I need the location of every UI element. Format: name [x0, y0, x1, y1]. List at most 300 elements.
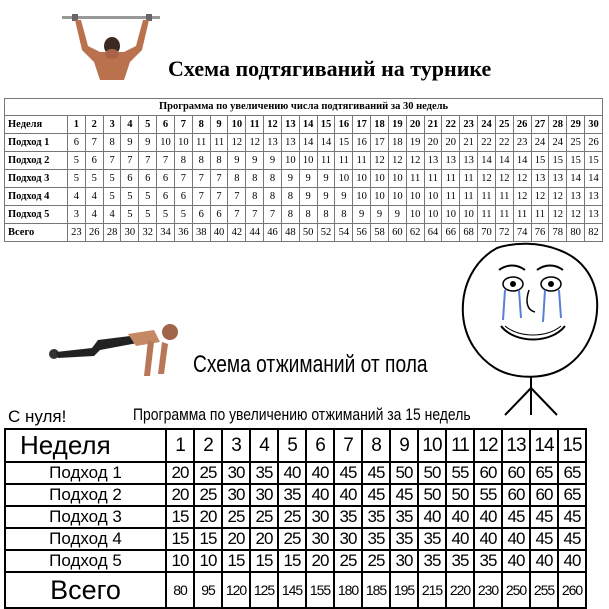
reps-cell: 10 [157, 134, 175, 152]
reps-cell: 11 [531, 206, 549, 224]
reps-cell: 7 [264, 206, 282, 224]
reps-cell: 8 [281, 188, 299, 206]
reps-cell: 8 [299, 206, 317, 224]
week-number: 18 [371, 116, 389, 134]
week-number: 17 [353, 116, 371, 134]
week-number: 1 [68, 116, 86, 134]
reps-cell: 15 [166, 528, 194, 550]
total-cell: 95 [194, 572, 222, 608]
reps-cell: 7 [121, 152, 139, 170]
reps-cell: 9 [388, 206, 406, 224]
reps-cell: 50 [418, 484, 446, 506]
reps-cell: 60 [530, 484, 558, 506]
reps-cell: 30 [222, 462, 250, 484]
week-number: 6 [306, 429, 334, 462]
total-cell: 46 [264, 224, 282, 242]
reps-cell: 20 [222, 528, 250, 550]
reps-cell: 10 [194, 550, 222, 572]
reps-cell: 40 [306, 462, 334, 484]
reps-cell: 10 [442, 206, 460, 224]
reps-cell: 8 [246, 170, 264, 188]
reps-cell: 30 [306, 528, 334, 550]
reps-cell: 5 [139, 206, 157, 224]
reps-cell: 8 [192, 152, 210, 170]
week-number: 5 [139, 116, 157, 134]
set-label: Подход 3 [5, 170, 68, 188]
reps-cell: 40 [278, 462, 306, 484]
reps-cell: 45 [390, 484, 418, 506]
week-number: 15 [558, 429, 586, 462]
reps-cell: 13 [442, 152, 460, 170]
total-cell: 220 [446, 572, 474, 608]
total-cell: 60 [388, 224, 406, 242]
reps-cell: 5 [121, 206, 139, 224]
reps-cell: 4 [85, 188, 103, 206]
week-number: 8 [362, 429, 390, 462]
reps-cell: 10 [424, 206, 442, 224]
set-label: Подход 3 [5, 506, 166, 528]
week-number: 13 [502, 429, 530, 462]
reps-cell: 11 [495, 188, 513, 206]
reps-cell: 14 [317, 134, 335, 152]
reps-cell: 15 [194, 528, 222, 550]
week-number: 13 [281, 116, 299, 134]
reps-cell: 14 [299, 134, 317, 152]
reps-cell: 45 [502, 506, 530, 528]
set-label: Подход 4 [5, 188, 68, 206]
reps-cell: 65 [530, 462, 558, 484]
total-row [5, 572, 586, 608]
reps-cell: 25 [194, 462, 222, 484]
total-cell: 215 [418, 572, 446, 608]
week-number: 7 [334, 429, 362, 462]
reps-cell: 35 [390, 528, 418, 550]
week-number: 11 [446, 429, 474, 462]
total-label: Всего [5, 224, 68, 242]
reps-cell: 11 [424, 170, 442, 188]
reps-cell: 9 [353, 206, 371, 224]
week-number: 30 [585, 116, 603, 134]
reps-cell: 50 [446, 484, 474, 506]
reps-cell: 13 [585, 206, 603, 224]
reps-cell: 5 [85, 170, 103, 188]
reps-cell: 9 [264, 152, 282, 170]
reps-cell: 13 [531, 170, 549, 188]
reps-cell: 17 [371, 134, 389, 152]
reps-cell: 9 [317, 170, 335, 188]
reps-cell: 20 [250, 528, 278, 550]
reps-cell: 7 [210, 170, 228, 188]
reps-cell: 4 [103, 206, 121, 224]
reps-cell: 3 [68, 206, 86, 224]
reps-cell: 10 [388, 170, 406, 188]
reps-cell: 12 [478, 170, 496, 188]
week-number: 9 [210, 116, 228, 134]
reps-cell: 13 [460, 152, 478, 170]
reps-cell: 14 [585, 170, 603, 188]
total-cell: 76 [531, 224, 549, 242]
total-cell: 54 [335, 224, 353, 242]
total-cell: 230 [474, 572, 502, 608]
week-number: 23 [460, 116, 478, 134]
total-cell: 50 [299, 224, 317, 242]
reps-cell: 55 [474, 484, 502, 506]
reps-cell: 6 [85, 152, 103, 170]
reps-cell: 40 [306, 484, 334, 506]
week-number: 5 [278, 429, 306, 462]
reps-cell: 40 [474, 506, 502, 528]
reps-cell: 12 [371, 152, 389, 170]
reps-cell: 7 [139, 152, 157, 170]
reps-cell: 9 [281, 170, 299, 188]
pullups-table-caption: Программа по увеличению числа подтягиваний за 30 недель [4, 98, 603, 115]
week-number: 14 [530, 429, 558, 462]
week-number: 10 [418, 429, 446, 462]
reps-cell: 35 [250, 462, 278, 484]
total-cell: 78 [549, 224, 567, 242]
reps-cell: 25 [278, 506, 306, 528]
reps-cell: 25 [250, 506, 278, 528]
total-cell: 64 [424, 224, 442, 242]
reps-cell: 40 [446, 506, 474, 528]
reps-cell: 14 [513, 152, 531, 170]
reps-cell: 30 [222, 484, 250, 506]
reps-cell: 55 [446, 462, 474, 484]
total-cell: 195 [390, 572, 418, 608]
reps-cell: 15 [531, 152, 549, 170]
reps-cell: 50 [418, 462, 446, 484]
set-row [5, 484, 586, 506]
reps-cell: 7 [85, 134, 103, 152]
week-number: 27 [531, 116, 549, 134]
reps-cell: 9 [335, 188, 353, 206]
reps-cell: 6 [210, 206, 228, 224]
reps-cell: 13 [424, 152, 442, 170]
reps-cell: 45 [334, 462, 362, 484]
total-cell: 56 [353, 224, 371, 242]
week-number: 6 [157, 116, 175, 134]
reps-cell: 9 [228, 152, 246, 170]
set-label: Подход 4 [5, 528, 166, 550]
reps-cell: 9 [246, 152, 264, 170]
reps-cell: 8 [246, 188, 264, 206]
reps-cell: 22 [495, 134, 513, 152]
reps-cell: 10 [388, 188, 406, 206]
reps-cell: 15 [549, 152, 567, 170]
reps-cell: 10 [353, 170, 371, 188]
reps-cell: 6 [139, 170, 157, 188]
reps-cell: 10 [406, 206, 424, 224]
reps-cell: 11 [353, 152, 371, 170]
reps-cell: 10 [281, 152, 299, 170]
reps-cell: 11 [460, 170, 478, 188]
week-number: 9 [390, 429, 418, 462]
reps-cell: 7 [157, 152, 175, 170]
reps-cell: 20 [424, 134, 442, 152]
reps-cell: 11 [442, 170, 460, 188]
week-number: 2 [85, 116, 103, 134]
reps-cell: 10 [335, 170, 353, 188]
week-label: Неделя [5, 429, 166, 462]
reps-cell: 20 [442, 134, 460, 152]
reps-cell: 11 [478, 188, 496, 206]
reps-cell: 6 [157, 170, 175, 188]
reps-cell: 9 [299, 170, 317, 188]
total-cell: 36 [174, 224, 192, 242]
total-cell: 62 [406, 224, 424, 242]
reps-cell: 12 [549, 188, 567, 206]
reps-cell: 25 [567, 134, 585, 152]
reps-cell: 25 [362, 550, 390, 572]
reps-cell: 35 [418, 550, 446, 572]
reps-cell: 12 [531, 188, 549, 206]
total-cell: 34 [157, 224, 175, 242]
pullups-table [4, 115, 603, 242]
reps-cell: 5 [174, 206, 192, 224]
reps-cell: 40 [334, 484, 362, 506]
total-cell: 125 [250, 572, 278, 608]
reps-cell: 16 [353, 134, 371, 152]
reps-cell: 5 [68, 170, 86, 188]
week-number: 1 [166, 429, 194, 462]
reps-cell: 40 [530, 550, 558, 572]
reps-cell: 6 [192, 206, 210, 224]
reps-cell: 9 [317, 188, 335, 206]
reps-cell: 8 [228, 170, 246, 188]
reps-cell: 12 [406, 152, 424, 170]
reps-cell: 7 [228, 188, 246, 206]
reps-cell: 7 [192, 170, 210, 188]
reps-cell: 5 [103, 188, 121, 206]
reps-cell: 8 [335, 206, 353, 224]
reps-cell: 20 [166, 484, 194, 506]
reps-cell: 20 [306, 550, 334, 572]
reps-cell: 6 [157, 188, 175, 206]
reps-cell: 35 [418, 528, 446, 550]
reps-cell: 45 [530, 506, 558, 528]
reps-cell: 12 [513, 170, 531, 188]
set-row [5, 506, 586, 528]
reps-cell: 25 [194, 484, 222, 506]
reps-cell: 8 [317, 206, 335, 224]
reps-cell: 11 [317, 152, 335, 170]
reps-cell: 8 [174, 152, 192, 170]
set-row [5, 462, 586, 484]
week-number: 3 [222, 429, 250, 462]
reps-cell: 8 [264, 170, 282, 188]
total-cell: 42 [228, 224, 246, 242]
reps-cell: 9 [121, 134, 139, 152]
reps-cell: 26 [585, 134, 603, 152]
reps-cell: 10 [371, 170, 389, 188]
reps-cell: 35 [390, 506, 418, 528]
reps-cell: 15 [567, 152, 585, 170]
reps-cell: 22 [478, 134, 496, 152]
reps-cell: 5 [68, 152, 86, 170]
total-cell: 120 [222, 572, 250, 608]
reps-cell: 11 [513, 206, 531, 224]
reps-cell: 5 [157, 206, 175, 224]
total-cell: 26 [85, 224, 103, 242]
reps-cell: 60 [502, 462, 530, 484]
week-header-row [5, 116, 603, 134]
total-cell: 58 [371, 224, 389, 242]
total-cell: 82 [585, 224, 603, 242]
total-cell: 66 [442, 224, 460, 242]
reps-cell: 35 [278, 484, 306, 506]
set-label: Подход 1 [5, 462, 166, 484]
reps-cell: 18 [388, 134, 406, 152]
total-cell: 74 [513, 224, 531, 242]
reps-cell: 35 [446, 550, 474, 572]
reps-cell: 14 [478, 152, 496, 170]
reps-cell: 23 [513, 134, 531, 152]
reps-cell: 12 [228, 134, 246, 152]
pushups-table-caption: Программа по увеличению отжиманий за 15 недель [133, 405, 471, 424]
pushups-table [4, 428, 587, 609]
reps-cell: 15 [585, 152, 603, 170]
reps-cell: 45 [558, 506, 586, 528]
week-number: 28 [549, 116, 567, 134]
reps-cell: 11 [406, 170, 424, 188]
reps-cell: 13 [281, 134, 299, 152]
reps-cell: 12 [495, 170, 513, 188]
reps-cell: 6 [121, 170, 139, 188]
reps-cell: 15 [166, 506, 194, 528]
set-label: Подход 5 [5, 206, 68, 224]
reps-cell: 45 [362, 462, 390, 484]
reps-cell: 6 [174, 188, 192, 206]
reps-cell: 13 [549, 170, 567, 188]
total-cell: 38 [192, 224, 210, 242]
reps-cell: 4 [68, 188, 86, 206]
reps-cell: 40 [502, 528, 530, 550]
set-label: Подход 5 [5, 550, 166, 572]
reps-cell: 10 [166, 550, 194, 572]
total-cell: 260 [558, 572, 586, 608]
reps-cell: 10 [174, 134, 192, 152]
reps-cell: 12 [246, 134, 264, 152]
week-number: 21 [424, 116, 442, 134]
reps-cell: 12 [513, 188, 531, 206]
reps-cell: 25 [278, 528, 306, 550]
week-number: 20 [406, 116, 424, 134]
reps-cell: 11 [478, 206, 496, 224]
reps-cell: 30 [390, 550, 418, 572]
reps-cell: 35 [362, 528, 390, 550]
week-number: 24 [478, 116, 496, 134]
reps-cell: 11 [460, 188, 478, 206]
reps-cell: 60 [502, 484, 530, 506]
pullup-man-illustration [62, 10, 160, 80]
reps-cell: 14 [495, 152, 513, 170]
reps-cell: 8 [264, 188, 282, 206]
total-cell: 32 [139, 224, 157, 242]
reps-cell: 15 [335, 134, 353, 152]
reps-cell: 8 [210, 152, 228, 170]
set-label: Подход 1 [5, 134, 68, 152]
reps-cell: 15 [222, 550, 250, 572]
reps-cell: 40 [446, 528, 474, 550]
week-number: 16 [335, 116, 353, 134]
reps-cell: 11 [335, 152, 353, 170]
reps-cell: 45 [558, 528, 586, 550]
total-label: Всего [5, 572, 166, 608]
reps-cell: 14 [567, 170, 585, 188]
week-number: 19 [388, 116, 406, 134]
reps-cell: 10 [299, 152, 317, 170]
total-cell: 48 [281, 224, 299, 242]
reps-cell: 45 [362, 484, 390, 506]
reps-cell: 10 [371, 188, 389, 206]
reps-cell: 30 [250, 484, 278, 506]
total-cell: 155 [306, 572, 334, 608]
set-row [5, 152, 603, 170]
total-cell: 72 [495, 224, 513, 242]
week-number: 12 [264, 116, 282, 134]
reps-cell: 6 [68, 134, 86, 152]
week-number: 29 [567, 116, 585, 134]
reps-cell: 7 [246, 206, 264, 224]
week-number: 10 [228, 116, 246, 134]
reps-cell: 12 [388, 152, 406, 170]
reps-cell: 50 [390, 462, 418, 484]
total-cell: 40 [210, 224, 228, 242]
reps-cell: 10 [460, 206, 478, 224]
reps-cell: 10 [406, 188, 424, 206]
reps-cell: 7 [228, 206, 246, 224]
reps-cell: 30 [306, 506, 334, 528]
forever-alone-face-illustration [455, 240, 605, 435]
reps-cell: 24 [549, 134, 567, 152]
reps-cell: 5 [103, 170, 121, 188]
pushup-man-illustration [44, 316, 184, 386]
week-number: 25 [495, 116, 513, 134]
reps-cell: 4 [85, 206, 103, 224]
week-number: 2 [194, 429, 222, 462]
reps-cell: 8 [103, 134, 121, 152]
set-row [5, 206, 603, 224]
reps-cell: 15 [278, 550, 306, 572]
reps-cell: 7 [174, 170, 192, 188]
week-number: 11 [246, 116, 264, 134]
total-cell: 80 [166, 572, 194, 608]
pullups-table-block [4, 98, 603, 242]
set-row [5, 188, 603, 206]
total-cell: 68 [460, 224, 478, 242]
week-number: 22 [442, 116, 460, 134]
reps-cell: 5 [121, 188, 139, 206]
reps-cell: 9 [371, 206, 389, 224]
reps-cell: 11 [495, 206, 513, 224]
set-row [5, 550, 586, 572]
reps-cell: 40 [418, 506, 446, 528]
week-header-row [5, 429, 586, 462]
reps-cell: 35 [334, 506, 362, 528]
set-row [5, 170, 603, 188]
reps-cell: 7 [103, 152, 121, 170]
total-cell: 70 [478, 224, 496, 242]
reps-cell: 13 [264, 134, 282, 152]
total-cell: 28 [103, 224, 121, 242]
reps-cell: 60 [474, 462, 502, 484]
reps-cell: 12 [549, 206, 567, 224]
reps-cell: 8 [281, 206, 299, 224]
week-number: 7 [174, 116, 192, 134]
total-cell: 80 [567, 224, 585, 242]
total-cell: 145 [278, 572, 306, 608]
reps-cell: 11 [442, 188, 460, 206]
